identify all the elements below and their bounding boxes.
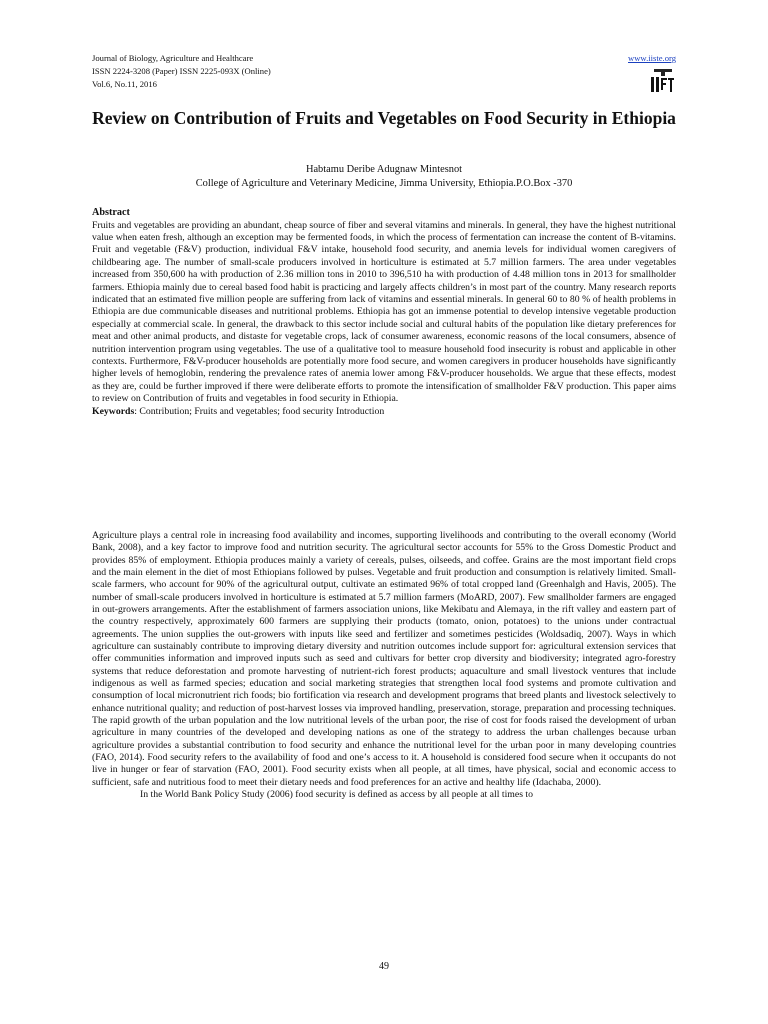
abstract-heading: Abstract (92, 207, 130, 218)
abstract-text: Fruits and vegetables are providing an abundant, cheap source of fiber and several vitamins and minerals. In general, they have the highest nutritional value when eaten fresh, although an exception may be fermented foods, in which the process of fermentation can increase the content of B-vitamins. Fruit and vegetable (F&V) production, individual F&V intake, household food security, and anemia levels for individual women caregivers of childbearing age. The number of small-scale producers involved in horticulture is estimated at 5.7 million farmers. The area under vegetables increased from 350,600 ha with production of 2.36 million tons in 2010 to 396,510 ha with production of 4.48 million tons in 2013 for smallholder farmers. Ethiopia mainly due to cereal based food habit is practicing and largely affects children’s in most part of the country. Many research reports indicated that an estimated five million people are suffering from lack of vitamins and essential minerals. In general 60 to 80 % of health problems in Ethiopia are due communicable diseases and nutritional problems. Ethiopia has got an immense potential to develop intensive vegetable production especially at commercial scale. In general, the drawback to this sector include social and cultural habits of the population like dietary preferences for meat and other animal products, and distaste for vegetable crops, lack of consumer awareness, economic reasons of the local consumers, absence of nutrition intervention program using vegetables. The use of a qualitative tool to measure household food insecurity is robust and applicable in other contexts. Furthermore, F&V-producer households are potentially more food secure, and women caregivers in producer households have significantly higher levels of hemoglobin, rendering the prevalence rates of anemia lower among F&V-producer households. We argue that these effects, modest as they are, could be further improved if there were deliberate efforts to promote the intensification of smallholder F&V production. This paper aims to review on Contribution of fruits and vegetables in food security in Ethiopia. (92, 219, 676, 405)
journal-volume: Vol.6, No.11, 2016 (92, 79, 157, 89)
body-paragraph-2: In the World Bank Policy Study (2006) food security is defined as access by all people at all times to (140, 788, 534, 800)
abstract-section (92, 207, 676, 418)
journal-name: Journal of Biology, Agriculture and Healthcare (92, 53, 254, 63)
body-paragraph-1: Agriculture plays a central role in increasing food availability and incomes, supporting livelihoods and contributing to the overall economy (World Bank, 2008), and a key factor to improve food and nutrition security. The agricultural sector accounts for 55% to the Gross Domestic Product and provides 85% of employment. Ethiopia produces mainly a variety of cereals, pulses, oilseeds, and coffee. Grains are the most important field crops and the main element in the diet of most Ethiopians followed by pulses. Vegetable and fruit production and consumption is relatively limited. Small-scale farmers, who account for 90% of the agricultural output, cultivate an estimated 96% of total cropped land (Greenhalgh and Havis, 2005). The number of small-scale producers involved in horticulture is estimated at 5.7 million farmers (MoARD, 2007). Few smallholder farmers are engaged in out-growers arrangements. After the establishment of farmers association unions, like Mekibatu and Alemaya, in the rift valley and eastern part of the country respectively, approximately 600 farmers are supplying their products (tomato, onion, potatoes) to the unions under contractual agreements. The union supplies the out-growers with inputs like seed and fertilizer and sometimes pesticides (Woldsadiq, 2007). Ways in which agriculture can sustainably contribute to improving dietary diversity and nutrition outcomes include support for: agricultural extension services that offer communities information and improved inputs such as seed and cultivars for better crop diversity and biodiversity; integrated agro-forestry systems that reduce deforestation and promote harvesting of nutrient-rich forest products; aquaculture and small livestock ventures that include indigenous as well as farmed species; education and social marketing strategies that strengthen local food systems and promote cultivation and consumption of local micronutrient rich foods; bio fortification via research and development programs that breed plants and livestock selectively to enhance nutritional quality; and reduction of post-harvest losses via improved handling, preservation, storage, preparation and processing techniques. The rapid growth of the urban population and the low nutritional levels of the urban poor, the rise of cost for foods raised the development of urban agriculture in many countries of the developed and developing nations as one of the strategy to address the urban challenges because urban agriculture provides a substantial contribution to food security and enhance the nutritional level for the urban poor in many developing countries (FAO, 2014). Food security refers to the availability of food and one’s access to it. A household is considered food secure when it occupants do not live in hunger or fear of starvation (FAO, 2001). Food security exists when all people, at all times, have physical, social and economic access to sufficient, safe and nutritious food to meet their dietary needs and food preferences for an active and healthy life (Idachaba, 2000). (92, 530, 676, 788)
journal-issn: ISSN 2224-3208 (Paper) ISSN 2225-093X (Online) (92, 66, 271, 76)
paper-title: Review on Contribution of Fruits and Vegetables on Food Security in Ethiopia (92, 108, 676, 128)
iiste-logo-icon (650, 69, 676, 93)
journal-header (92, 52, 676, 98)
journal-website-link[interactable]: www.iiste.org (628, 53, 676, 63)
introduction-section (92, 530, 676, 801)
keywords-line (92, 406, 676, 418)
author-affiliation: College of Agriculture and Veterinary Medicine, Jimma University, Ethiopia.P.O.Box -370 (195, 178, 573, 189)
page-number: 49 (379, 961, 389, 972)
keywords-text: : Contribution; Fruits and vegetables; food security Introduction (134, 405, 385, 417)
header-right (628, 52, 676, 98)
author-name: Habtamu Deribe Adugnaw Mintesnot (305, 164, 463, 175)
keywords-label: Keywords (92, 405, 135, 417)
author-block (92, 163, 676, 191)
